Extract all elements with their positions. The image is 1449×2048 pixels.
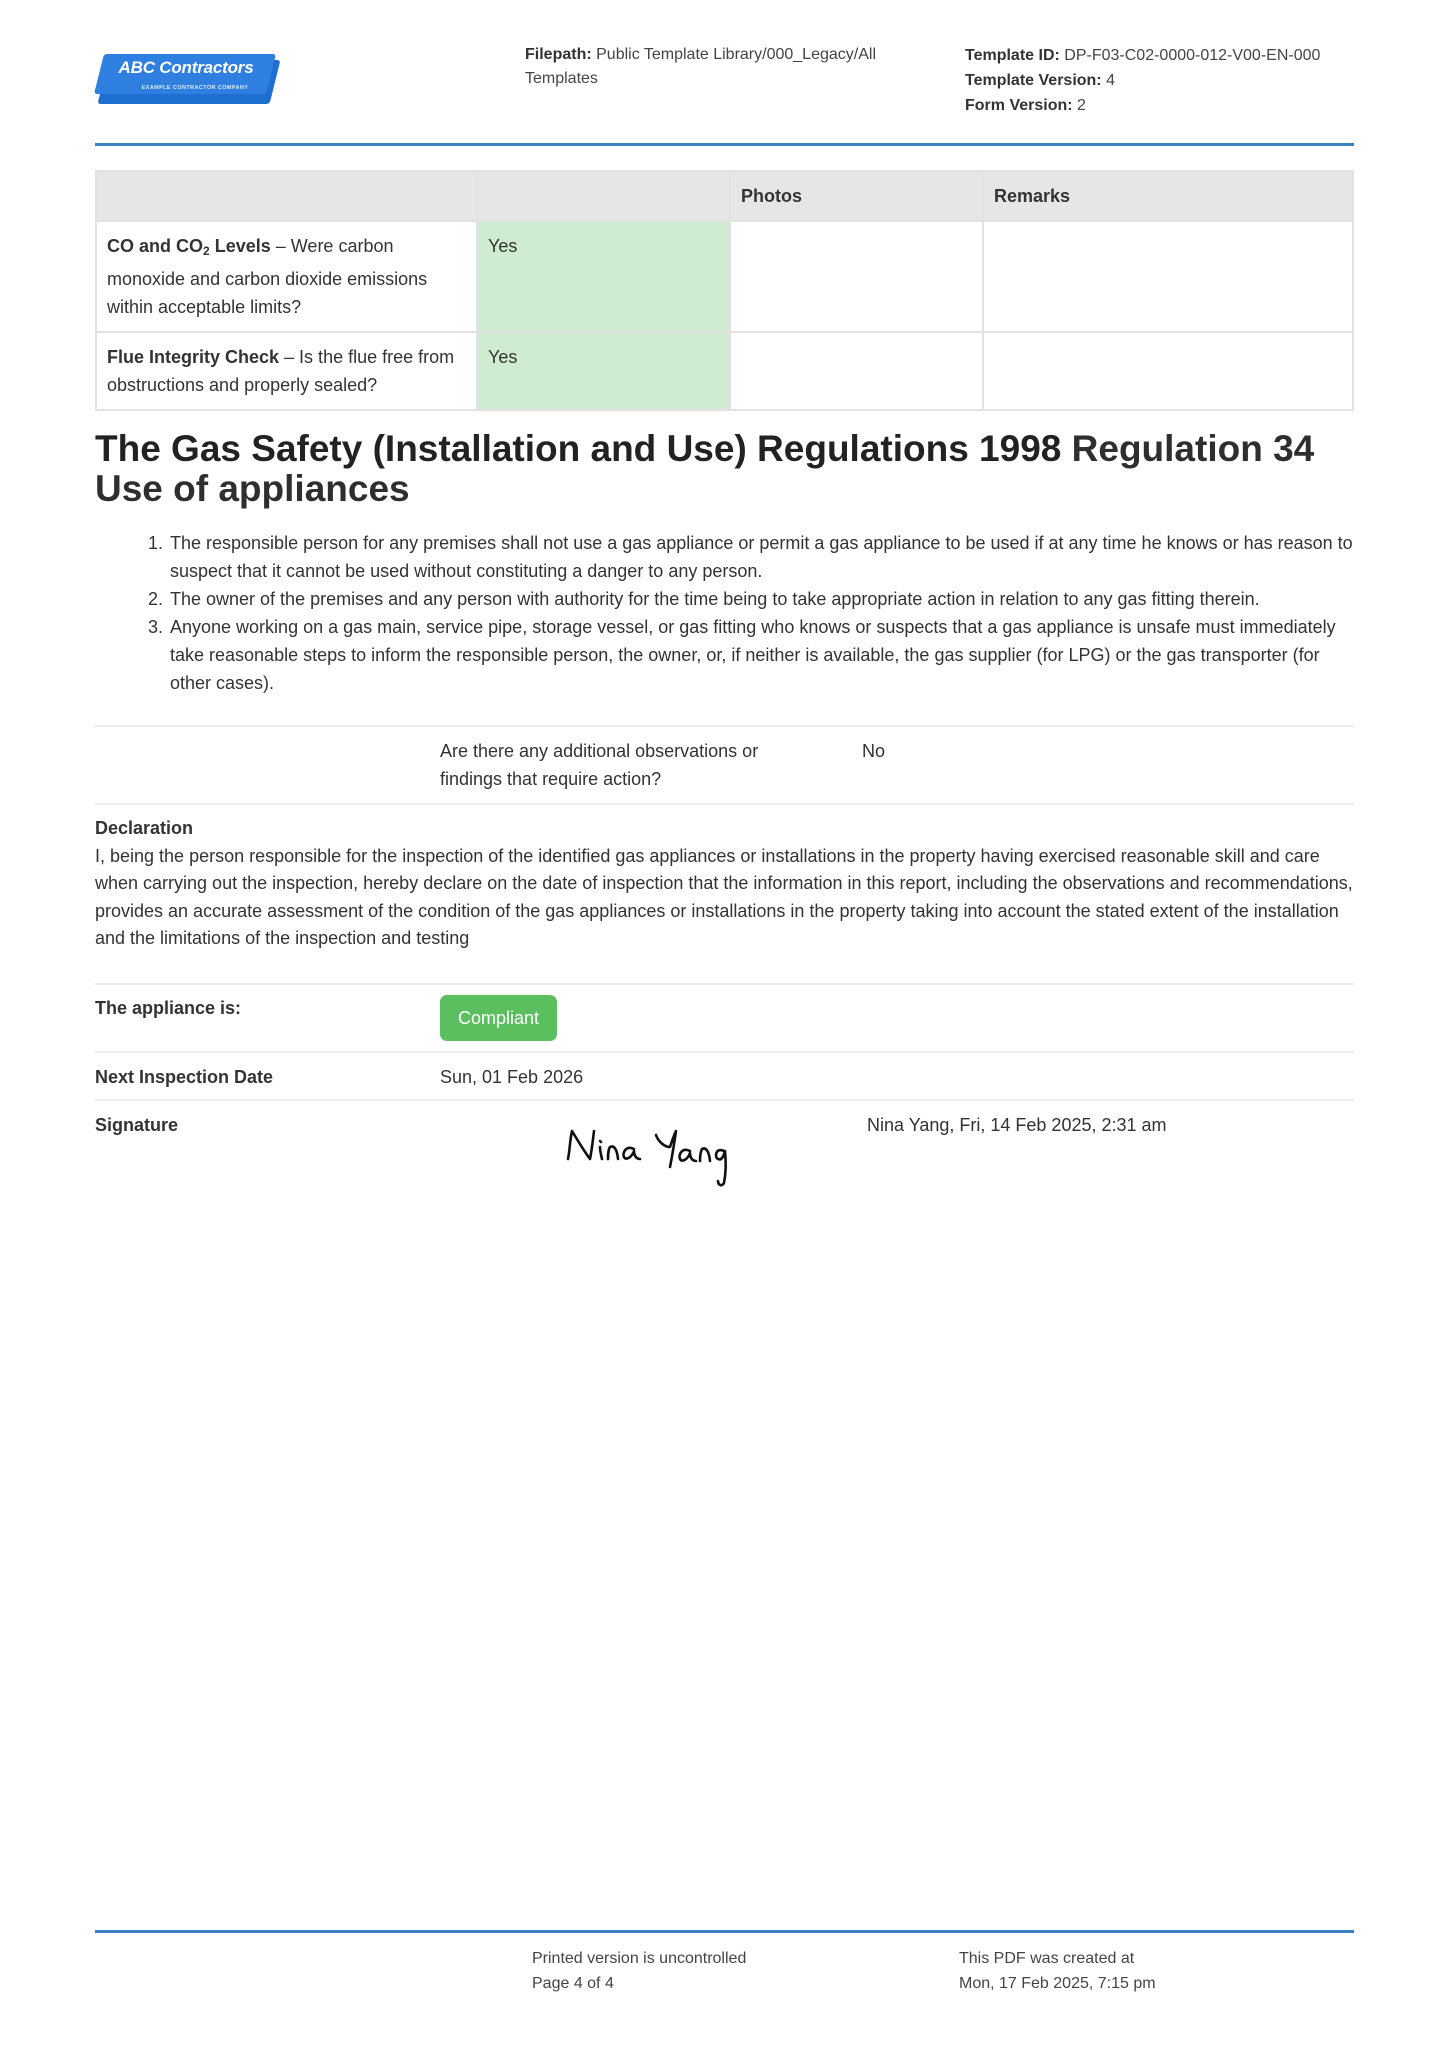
signature-meta: Nina Yang, Fri, 14 Feb 2025, 2:31 am bbox=[867, 1114, 1167, 1135]
regulation-item: 2. The owner of the premises and any person with authority for the time being to take appropriate action in relation to any gas fitting therein. bbox=[168, 585, 1354, 613]
question-text: – Were carbon monoxide and carbon dioxide emissions within acceptable limits? bbox=[107, 236, 428, 317]
declaration-section bbox=[95, 803, 1354, 983]
photos-cell bbox=[730, 221, 983, 332]
observations-answer: No bbox=[862, 741, 886, 761]
table-row bbox=[96, 221, 1353, 332]
regulation-item: 3. Anyone working on a gas main, service pipe, storage vessel, or gas fitting who knows or suspects that a gas appliance is unsafe must immediately take reasonable steps to inform the responsible person, the owner, or, if neither is available, the gas supplier (for LPG) or the gas transporter (for other cases). bbox=[168, 613, 1354, 697]
next-inspection-label: Next Inspection Date bbox=[95, 1066, 274, 1087]
table-header-row bbox=[96, 171, 1353, 221]
page-footer bbox=[95, 1930, 1354, 1992]
inspection-table bbox=[95, 170, 1354, 411]
regulation-heading bbox=[95, 429, 1354, 509]
column-header-photos: Photos bbox=[730, 171, 983, 221]
logo-subtitle: EXAMPLE CONTRACTOR COMPANY bbox=[141, 85, 249, 91]
next-inspection-value: Sun, 01 Feb 2026 bbox=[440, 1066, 584, 1087]
column-header-answer bbox=[477, 171, 730, 221]
declaration-text: I, being the person responsible for the inspection of the identified gas appliances or installations in the property having exercised reasonable skill and care when carrying out the inspection, hereby declare on the date of inspection that the information in this report, including the observations and recommendations, provides an accurate assessment of the condition of the gas appliances or installations in the property taking into account the stated extent of the installation and the limitations of the inspection and testing bbox=[95, 845, 1353, 948]
regulation-list bbox=[95, 529, 1354, 697]
question-cell bbox=[96, 332, 477, 410]
template-id-value: DP-F03-C02-0000-012-V00-EN-000 bbox=[1064, 47, 1321, 64]
signature-row bbox=[95, 1099, 1354, 1209]
company-logo bbox=[95, 52, 277, 104]
remarks-cell bbox=[983, 332, 1353, 410]
logo-title: ABC Contractors bbox=[118, 58, 254, 77]
observations-question: Are there any additional observations or findings that require action? bbox=[440, 741, 759, 789]
form-version-value: 2 bbox=[1077, 97, 1086, 114]
regulation-item: 1. The responsible person for any premises shall not use a gas appliance or permit a gas appliance to be used if at any time he knows or has reason to suspect that it cannot be used without constituting a danger to any person. bbox=[168, 529, 1354, 585]
template-version-value: 4 bbox=[1106, 72, 1115, 89]
appliance-status-label: The appliance is: bbox=[95, 997, 242, 1018]
question-title: Flue Integrity Check bbox=[107, 347, 280, 367]
signature-label: Signature bbox=[95, 1114, 179, 1135]
photos-cell bbox=[730, 332, 983, 410]
template-meta bbox=[965, 43, 1365, 118]
regulation-heading-regular: Regulation 34 Use of appliances bbox=[95, 428, 1315, 509]
filepath-label: Filepath: bbox=[525, 46, 592, 63]
template-version-label: Template Version: bbox=[965, 72, 1102, 89]
remarks-cell bbox=[983, 221, 1353, 332]
uncontrolled-notice: Printed version is uncontrolled bbox=[532, 1950, 747, 1967]
question-text: – Is the flue free from obstructions and properly sealed? bbox=[107, 347, 455, 395]
template-id-label: Template ID: bbox=[965, 47, 1060, 64]
created-label: This PDF was created at bbox=[959, 1950, 1135, 1967]
page-number: Page 4 of 4 bbox=[532, 1975, 614, 1992]
table-row bbox=[96, 332, 1353, 410]
footer-print-info bbox=[532, 1946, 746, 1996]
question-cell bbox=[96, 221, 477, 332]
column-header-question bbox=[96, 171, 477, 221]
observations-row bbox=[95, 725, 1354, 803]
filepath-meta bbox=[525, 43, 925, 91]
question-title: CO and $CO_2$ Levels bbox=[107, 236, 271, 258]
column-header-remarks: Remarks bbox=[983, 171, 1353, 221]
signature-image bbox=[560, 1121, 750, 1191]
footer-created-info bbox=[959, 1946, 1156, 1996]
regulation-heading-bold: The Gas Safety (Installation and Use) Regulations 1998 bbox=[95, 428, 1062, 469]
answer-cell: Yes bbox=[477, 332, 730, 410]
created-timestamp: Mon, 17 Feb 2025, 7:15 pm bbox=[959, 1975, 1156, 1992]
form-version-label: Form Version: bbox=[965, 97, 1073, 114]
next-inspection-row bbox=[95, 1051, 1354, 1099]
appliance-status-row bbox=[95, 983, 1354, 1051]
compliant-badge: Compliant bbox=[440, 995, 557, 1041]
declaration-title: Declaration bbox=[95, 818, 194, 838]
page-header bbox=[95, 0, 1354, 146]
answer-cell: Yes bbox=[477, 221, 730, 332]
filepath-value: Public Template Library/000_Legacy/All Templates bbox=[525, 46, 876, 87]
